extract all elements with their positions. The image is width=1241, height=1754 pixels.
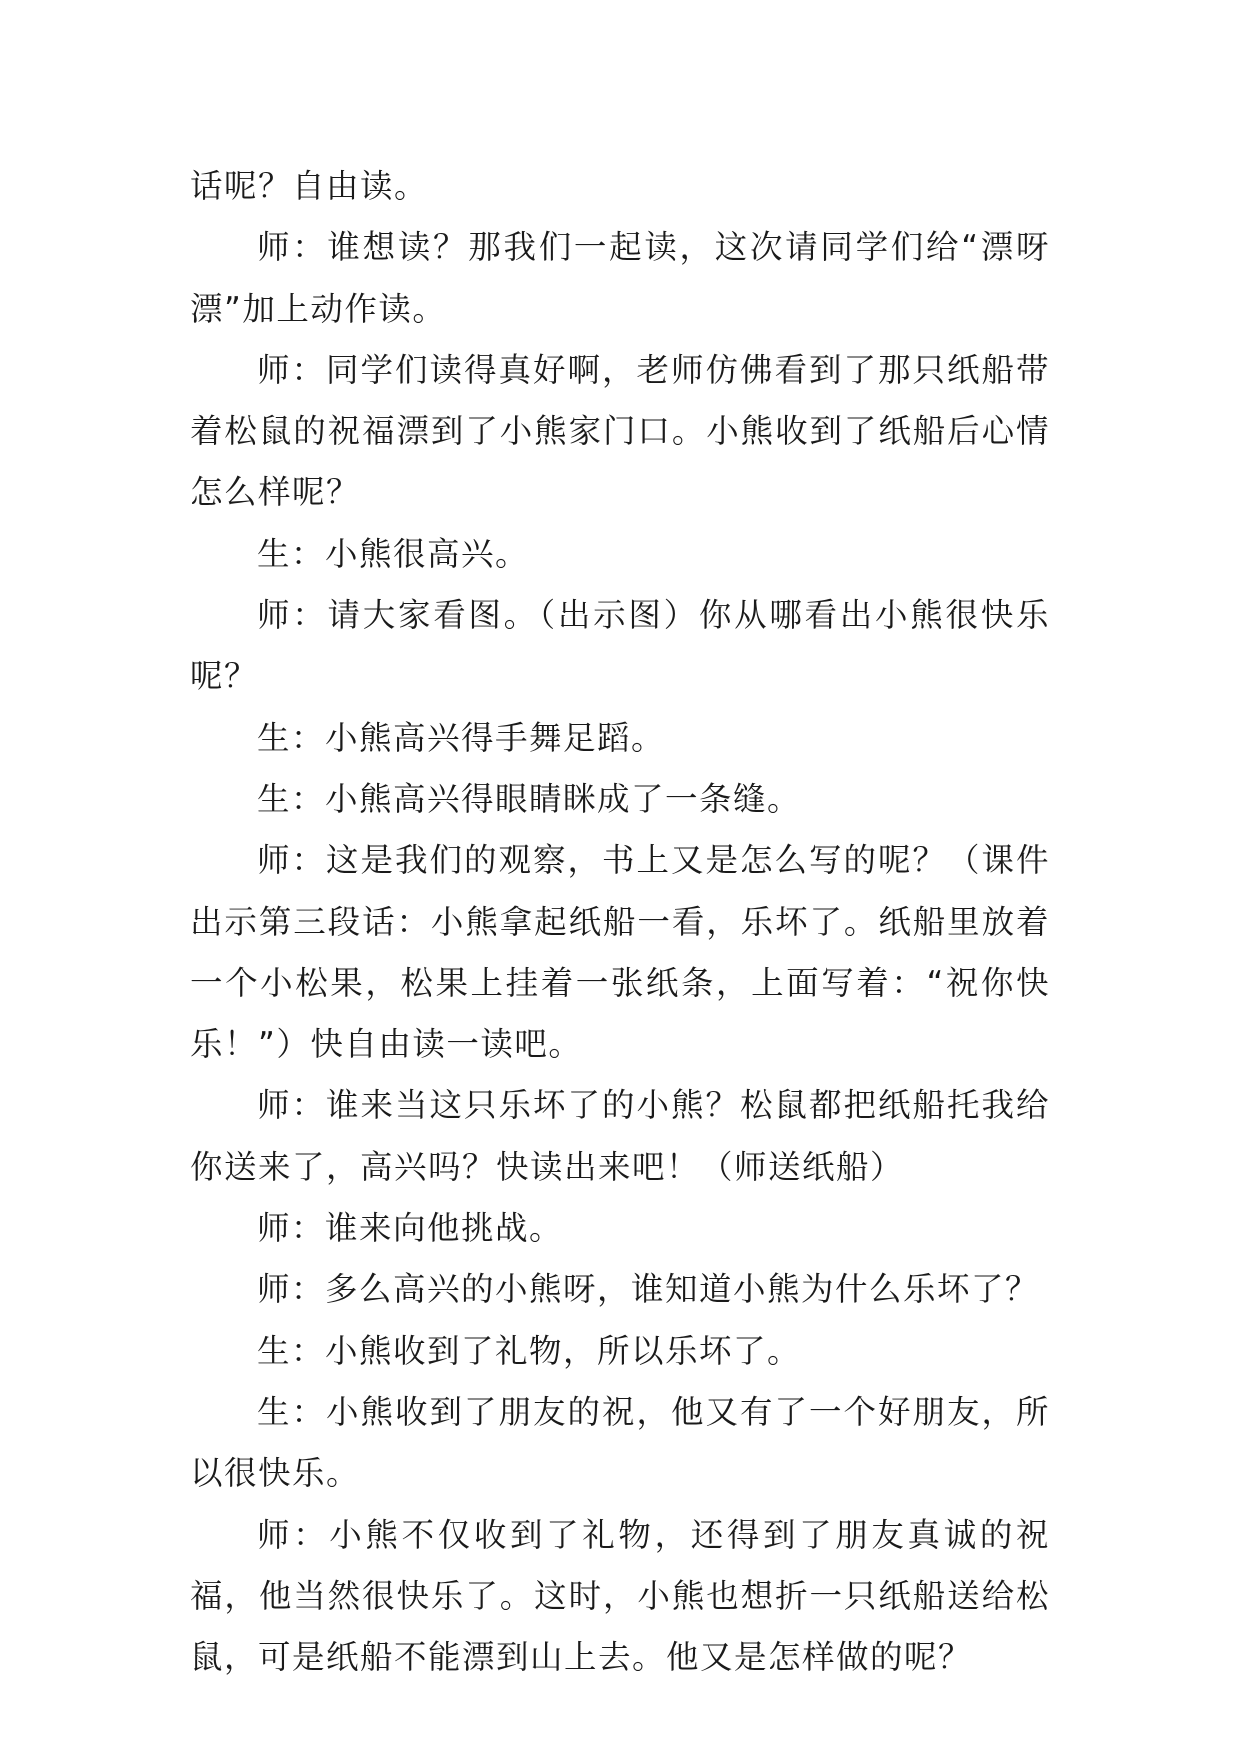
paragraph-4: 生：小熊很高兴。 xyxy=(257,534,530,573)
paragraph-14: 师：小熊不仅收到了礼物，还得到了朋友真诚的祝福，他当然很快乐了。这时，小熊也想折一只纸船送给松鼠，可是纸船不能漂到山上去。他又是怎样做的呢？ xyxy=(190,1515,1050,1677)
paragraph-13: 生：小熊收到了朋友的祝，他又有了一个好朋友，所以很快乐。 xyxy=(190,1392,1050,1493)
paragraph-7: 生：小熊高兴得眼睛眯成了一条缝。 xyxy=(257,779,802,818)
paragraph-5: 师：请大家看图。（出示图）你从哪看出小熊很快乐呢？ xyxy=(190,596,1050,696)
paragraph-6: 生：小熊高兴得手舞足蹈。 xyxy=(257,718,666,757)
paragraph-8: 师：这是我们的观察，书上又是怎么写的呢？（课件出示第三段话：小熊拿起纸船一看，乐坏了。纸船里放着一个小松果，松果上挂着一张纸条，上面写着：“祝你快乐！”）快自由读一读吧。 xyxy=(190,841,1050,1064)
paragraph-2: 师：谁想读？那我们一起读，这次请同学们给“漂呀漂”加上动作读。 xyxy=(190,228,1050,328)
paragraph-1: 话呢？自由读。 xyxy=(190,167,429,205)
paragraph-3: 师：同学们读得真好啊，老师仿佛看到了那只纸船带着松鼠的祝福漂到了小熊家门口。小熊收到了纸船后心情怎么样呢？ xyxy=(190,350,1050,512)
paragraph-12: 生：小熊收到了礼物，所以乐坏了。 xyxy=(257,1331,802,1370)
paragraph-11: 师：多么高兴的小熊呀，谁知道小熊为什么乐坏了？ xyxy=(257,1270,1040,1309)
paragraph-10: 师：谁来向他挑战。 xyxy=(257,1209,564,1248)
paragraph-9: 师：谁来当这只乐坏了的小熊？松鼠都把纸船托我给你送来了，高兴吗？快读出来吧！（师送纸船） xyxy=(190,1086,1050,1186)
document-body xyxy=(190,156,1050,1688)
